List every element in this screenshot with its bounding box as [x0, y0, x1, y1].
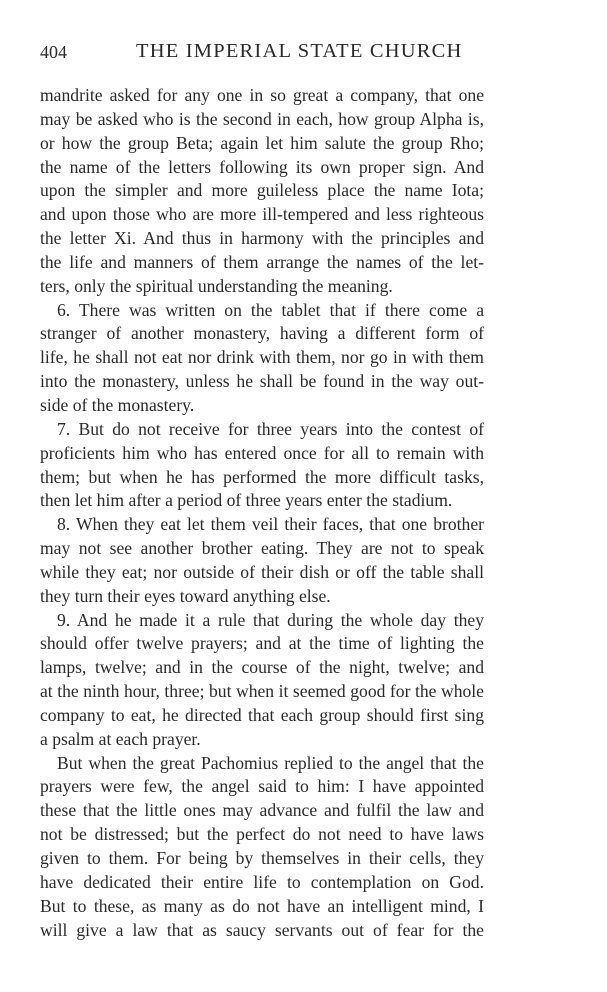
- text-line: and upon those who are more ill-tempered and less righteous: [40, 204, 484, 225]
- running-title: THE IMPERIAL STATE CHURCH: [136, 40, 463, 62]
- text-line: life, he shall not eat nor drink with them, nor go in with them: [40, 347, 484, 368]
- text-line: the life and manners of them arrange the names of the let-: [40, 251, 484, 272]
- paragraph: [40, 609, 484, 752]
- text-line: proficients him who has entered once for all to remain with: [40, 442, 484, 463]
- text-line: company to eat, he directed that each group should first sing: [40, 704, 484, 725]
- paragraph: [40, 752, 484, 943]
- text-line: ters, only the spiritual understanding the meaning.: [40, 275, 393, 296]
- paragraph: [40, 418, 484, 513]
- text-line: at the ninth hour, three; but when it seemed good for the whole: [40, 681, 484, 702]
- paragraph: [40, 513, 484, 608]
- text-line: 9. And he made it a rule that during the whole day they: [57, 609, 484, 630]
- text-line: may not see another brother eating. They are not to speak: [40, 538, 484, 559]
- text-line: they turn their eyes toward anything else.: [40, 585, 331, 606]
- page-number: 404: [40, 42, 67, 62]
- text-line: But when the great Pachomius replied to the angel that the: [57, 752, 484, 773]
- text-line: not be distressed; but the perfect do not need to have laws: [40, 824, 484, 845]
- page-header: [40, 40, 483, 66]
- paragraph: [40, 84, 484, 299]
- page-body: [40, 84, 484, 942]
- text-line: given to them. For being by themselves in their cells, they: [40, 848, 484, 868]
- text-line: these that the little ones may advance and fulfil the law and: [40, 800, 484, 821]
- text-line: 7. But do not receive for three years into the contest of: [57, 418, 484, 439]
- text-line: may be asked who is the second in each, how group Alpha is,: [40, 108, 484, 129]
- text-line: have dedicated their entire life to contemplation on God.: [40, 871, 484, 892]
- paragraph: [40, 299, 484, 418]
- text-line: then let him after a period of three years enter the stadium.: [40, 490, 453, 511]
- text-line: prayers were few, the angel said to him: I have appointed: [40, 776, 484, 797]
- text-line: 6. There was written on the tablet that if there come a: [57, 299, 484, 320]
- text-line: lamps, twelve; and in the course of the night, twelve; and: [40, 657, 484, 678]
- text-line: 8. When they eat let them veil their faces, that one brother: [57, 514, 484, 535]
- text-line: stranger of another monastery, having a different form of: [40, 323, 484, 344]
- text-line: the letter Xi. And thus in harmony with the principles and: [40, 228, 484, 249]
- text-line: them; but when he has performed the more difficult tasks,: [40, 466, 484, 487]
- text-line: will give a law that as saucy servants out of fear for the: [40, 919, 484, 940]
- text-line: mandrite asked for any one in so great a company, that one: [40, 85, 484, 105]
- text-line: the name of the letters following its own proper sign. And: [40, 156, 484, 177]
- text-line: should offer twelve prayers; and at the time of lighting the: [40, 633, 484, 654]
- text-line: a psalm at each prayer.: [40, 728, 201, 749]
- text-line: upon the simpler and more guileless place the name Iota;: [40, 180, 484, 201]
- text-line: or how the group Beta; again let him salute the group Rho;: [40, 132, 484, 153]
- text-line: side of the monastery.: [40, 394, 195, 415]
- text-line: But to these, as many as do not have an intelligent mind, I: [40, 895, 484, 916]
- text-line: while they eat; nor outside of their dish or off the table shall: [40, 561, 484, 582]
- text-line: into the monastery, unless he shall be found in the way out-: [40, 371, 484, 392]
